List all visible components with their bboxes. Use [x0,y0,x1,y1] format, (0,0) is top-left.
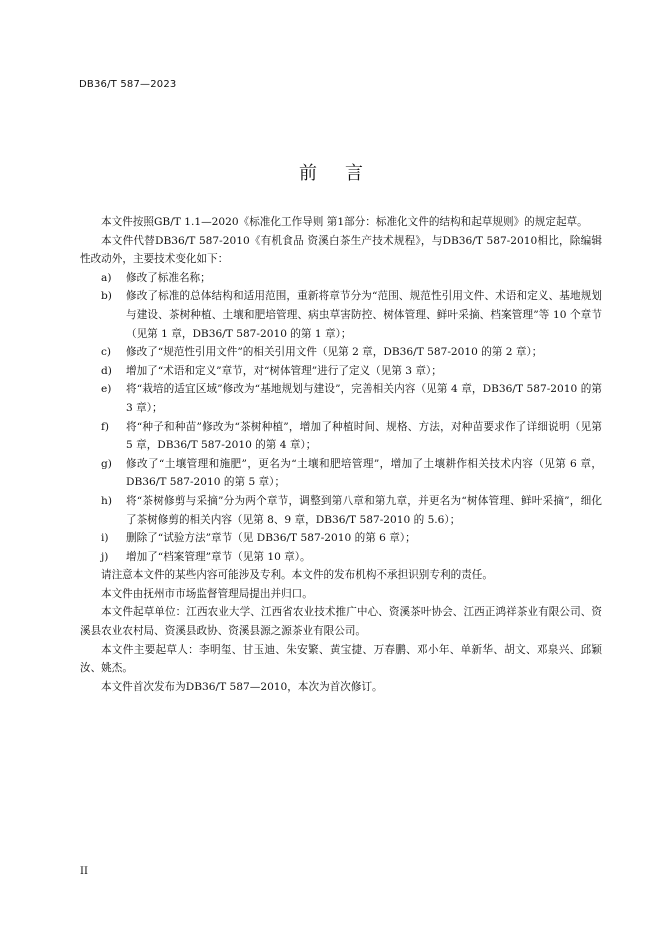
intro-paragraph: 本文件按照GB/T 1.1—2020《标准化工作导则 第1部分：标准化文件的结构和起草规则》的规定起草。 [101,216,588,228]
list-item [80,362,602,381]
list-item [80,455,602,492]
page-number: II [80,866,88,877]
intro-paragraph: 本文件代替DB36/T 587-2010《有机食品 资溪白茶生产技术规程》，与DB36/T 587-2010相比，除编辑性改动外，主要技术变化如下： [80,234,602,266]
list-item [80,343,602,362]
list-item [80,548,602,567]
document-id: DB36/T 587—2023 [79,79,177,90]
list-item-text: 增加了“术语和定义”章节，对“树体管理”进行了定义（见第 3 章）； [126,364,442,377]
list-item [80,269,602,288]
list-item [80,492,602,529]
list-item-text: 修改了“规范性引用文件”的相关引用文件（见第 2 章，DB36/T 587-2010 的第 2 章）； [126,346,543,359]
publication-history: 本文件首次发布为DB36/T 587—2010，本次为首次修订。 [101,680,383,693]
list-marker: g) [101,457,112,470]
list-item-text: 将“栽培的适宜区域”修改为“基地规划与建设”，完善相关内容（见第 4 章，DB36/T 587-2010 的第 3 章）； [126,383,602,414]
list-marker: c) [101,346,112,359]
list-item [80,418,602,455]
list-item [80,380,602,417]
drafting-units: 本文件起草单位：江西农业大学、江西省农业技术推广中心、资溪茶叶协会、江西正鸿祥茶业有限公司、资溪县农业农村局、资溪县政协、资溪县源之源茶业有限公司。 [80,606,602,638]
patent-notice: 请注意本文件的某些内容可能涉及专利。本文件的发布机构不承担识别专利的责任。 [101,569,493,582]
list-item-text: 修改了标准的总体结构和适用范围，重新将章节分为“范围、规范性引用文件、术语和定义、基地规划与建设、茶树种植、土壤和肥培管理、病虫草害防控、树体管理、鲜叶采摘、档案管理”等 10 个章节（见第 1 章，DB36/T 587-2010 的第 1 章）； [126,290,602,340]
list-item-text: 将“种子和种苗”修改为“茶树种植”，增加了种植时间、规格、方法，对种苗要求作了详细说明（见第 5 章，DB36/T 587-2010 的第 4 章）； [126,420,602,452]
list-marker: h) [101,494,112,507]
list-item-text: 删除了“试验方法”章节（见 DB36/T 587-2010 的第 6 章）； [126,532,416,545]
list-marker: b) [101,290,112,303]
list-item-text: 增加了“档案管理”章节（见第 10 章）。 [126,550,311,563]
list-marker: i) [101,532,109,545]
list-marker: d) [101,364,112,377]
list-marker: e) [101,383,112,396]
list-marker: a) [101,271,112,284]
list-item-text: 修改了标准名称； [126,271,211,284]
changes-list [80,269,602,567]
list-item-text: 修改了“土壤管理和施肥”，更名为“土壤和肥培管理”，增加了土壤耕作相关技术内容（见第 6 章，DB36/T 587-2010 的第 5 章）； [126,457,602,489]
list-item [80,529,602,548]
list-marker: j) [101,550,109,563]
proposer-statement: 本文件由抚州市市场监督管理局提出并归口。 [101,587,313,600]
foreword-body [80,213,602,696]
drafters: 本文件主要起草人：李明玺、甘玉迪、朱安繁、黄宝捷、万春鹏、邓小年、单新华、胡文、邓泉兴、邱颖汝、姚杰。 [80,643,602,675]
list-item [80,287,602,343]
page-title: 前言 [299,163,391,184]
list-item-text: 将“茶树修剪与采摘”分为两个章节，调整到第八章和第九章，并更名为“树体管理、鲜叶采摘”，细化了茶树修剪的相关内容（见第 8、9 章，DB36/T 587-2010 的 5.6）； [126,494,602,526]
list-marker: f) [101,420,110,433]
